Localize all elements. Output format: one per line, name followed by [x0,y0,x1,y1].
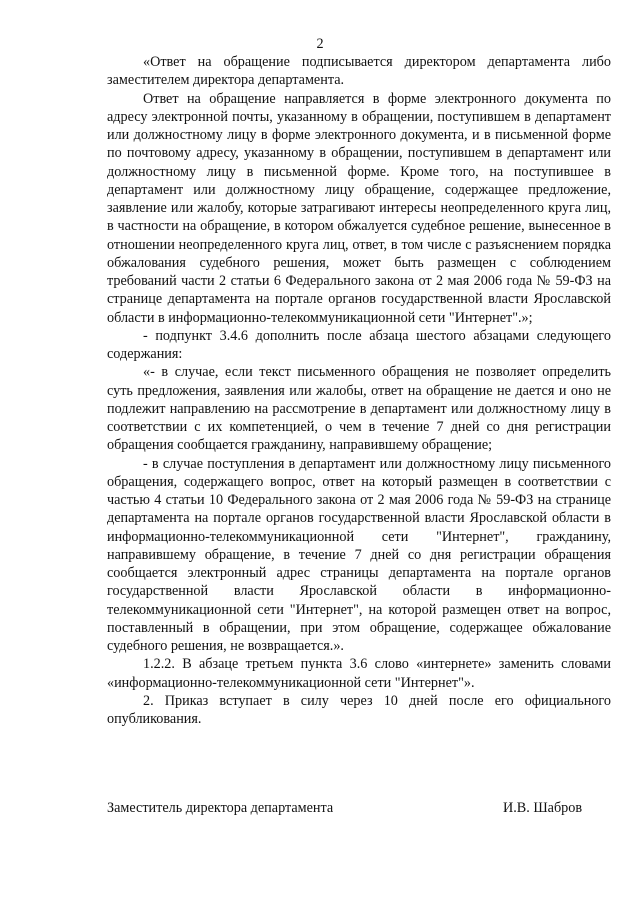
document-body [107,53,611,728]
paragraph-entry-into-force: 2. Приказ вступает в силу через 10 дней после его официального опубликования. [107,692,611,727]
paragraph-answer-delivery: Ответ на обращение направляется в форме электронного документа по адресу электронной почты, указанному в обращении, поступившем в департамент или должностному лицу в форме электронного документа, и в письменной форме по почтовому адресу, указанному в обращении, поступившем в департамент или должностному лицу в письменной форме. Кроме того, на поступившее в департамент или должностному лицу обращение, содержащее предложение, заявление или жалобу, которые затрагивают интересы неопределенного круга лиц, в частности на обращение, в котором обжалуется судебное решение, вынесенное в отношении неопределенного круга лиц, ответ, в том числе с разъяснением порядка обжалования судебного решения, может быть размещен с соблюдением требований части 2 статьи 6 Федерального закона от 2 мая 2006 года № 59-ФЗ на странице департамента на портале органов государственной власти Ярославской области в информационно-телекоммуникационной сети "Интернет".»; [107,90,611,326]
paragraph-subpoint-3-4-6: - подпункт 3.4.6 дополнить после абзаца шестого абзацами следующего содержания: [107,327,611,362]
paragraph-unreadable-appeal: «- в случае, если текст письменного обращения не позволяет определить суть предложения, заявления или жалобы, ответ на обращение не дается и оно не подлежит направлению на рассмотрение в департамент или должностному лицу в соответствии с их компетенцией, о чем в течение 7 дней со дня регистрации обращения сообщается гражданину, направившему обращение; [107,364,611,454]
paragraph-published-answer: - в случае поступления в департамент или должностному лицу письменного обращения, содержащего вопрос, ответ на который размещен в соответствии с частью 4 статьи 10 Федерального закона от 2 мая 2006 года № 59-ФЗ на странице департамента на портале органов государственной власти Ярославской области в информационно-телекоммуникационной сети "Интернет", гражданину, направившему обращение, в течение 7 дней со дня регистрации обращения сообщается электронный адрес страницы департамента на портале органов государственной власти Ярославской области в информационно-телекоммуникационной сети "Интернет", на которой размещен ответ на вопрос, поставленный в обращении, при этом обращение, содержащее обжалование судебного решения, не возвращается.». [107,455,611,654]
page-number: 2 [316,36,324,52]
paragraph-answer-signature: «Ответ на обращение подписывается директором департамента либо заместителем директора департамента. [107,54,611,89]
signatory-name: И.В. Шабров [503,800,583,816]
signatory-position: Заместитель директора департамента [107,800,334,816]
paragraph-1-2-2: 1.2.2. В абзаце третьем пункта 3.6 слово «интернете» заменить словами «информационно-телекоммуникационной сети "Интернет"». [107,656,611,691]
